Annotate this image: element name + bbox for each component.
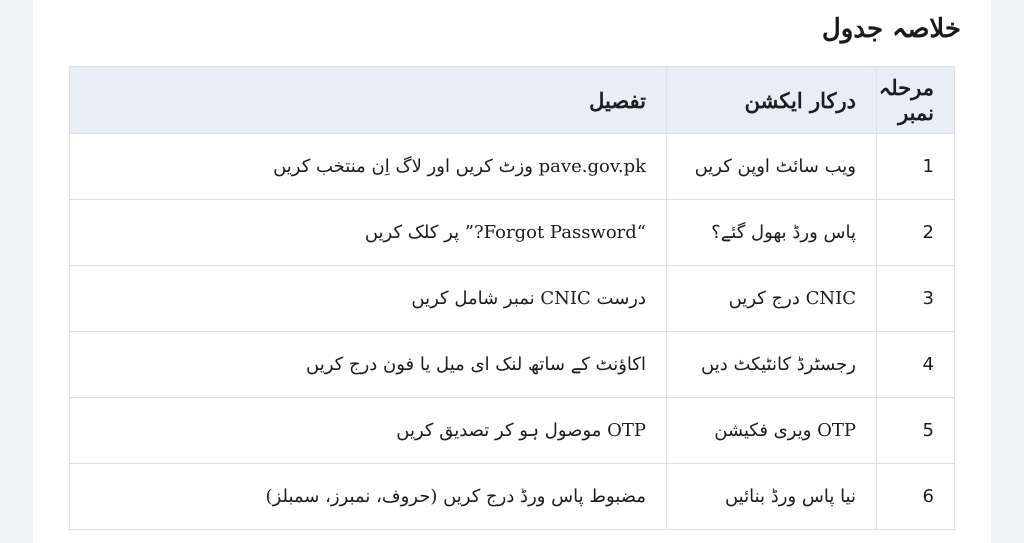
action-cell: رجسٹرڈ کانٹیکٹ دیں: [667, 332, 877, 398]
action-cell: OTP ویری فکیشن: [667, 398, 877, 464]
action-cell: ویب سائٹ اوپن کریں: [667, 134, 877, 200]
table-row: [70, 464, 955, 530]
step-number-cell: 2: [877, 200, 955, 266]
table-row: [70, 266, 955, 332]
details-cell: OTP موصول ہو کر تصدیق کریں: [70, 398, 667, 464]
action-cell: CNIC درج کریں: [667, 266, 877, 332]
table-row: [70, 398, 955, 464]
step-number-cell: 4: [877, 332, 955, 398]
details-cell: pave.gov.pk وزٹ کریں اور لاگ اِن منتخب کریں: [70, 134, 667, 200]
action-cell: پاس ورڈ بھول گئے؟: [667, 200, 877, 266]
table-row: [70, 200, 955, 266]
step-number-cell: 3: [877, 266, 955, 332]
details-cell: “Forgot Password?” پر کلک کریں: [70, 200, 667, 266]
details-cell: درست CNIC نمبر شامل کریں: [70, 266, 667, 332]
document-page: [33, 0, 991, 543]
header-required-action: درکار ایکشن: [667, 67, 877, 134]
action-cell: نیا پاس ورڈ بنائیں: [667, 464, 877, 530]
summary-table: [69, 66, 955, 530]
step-number-cell: 5: [877, 398, 955, 464]
table-row: [70, 134, 955, 200]
table-header-row: [70, 67, 955, 134]
details-cell: اکاؤنٹ کے ساتھ لنک ای میل یا فون درج کریں: [70, 332, 667, 398]
table-row: [70, 332, 955, 398]
section-title: خلاصہ جدول: [821, 14, 961, 44]
header-details: تفصیل: [70, 67, 667, 134]
step-number-cell: 1: [877, 134, 955, 200]
details-cell: مضبوط پاس ورڈ درج کریں (حروف، نمبرز، سمبلز): [70, 464, 667, 530]
header-step-number: مرحلہ نمبر: [877, 67, 955, 134]
step-number-cell: 6: [877, 464, 955, 530]
